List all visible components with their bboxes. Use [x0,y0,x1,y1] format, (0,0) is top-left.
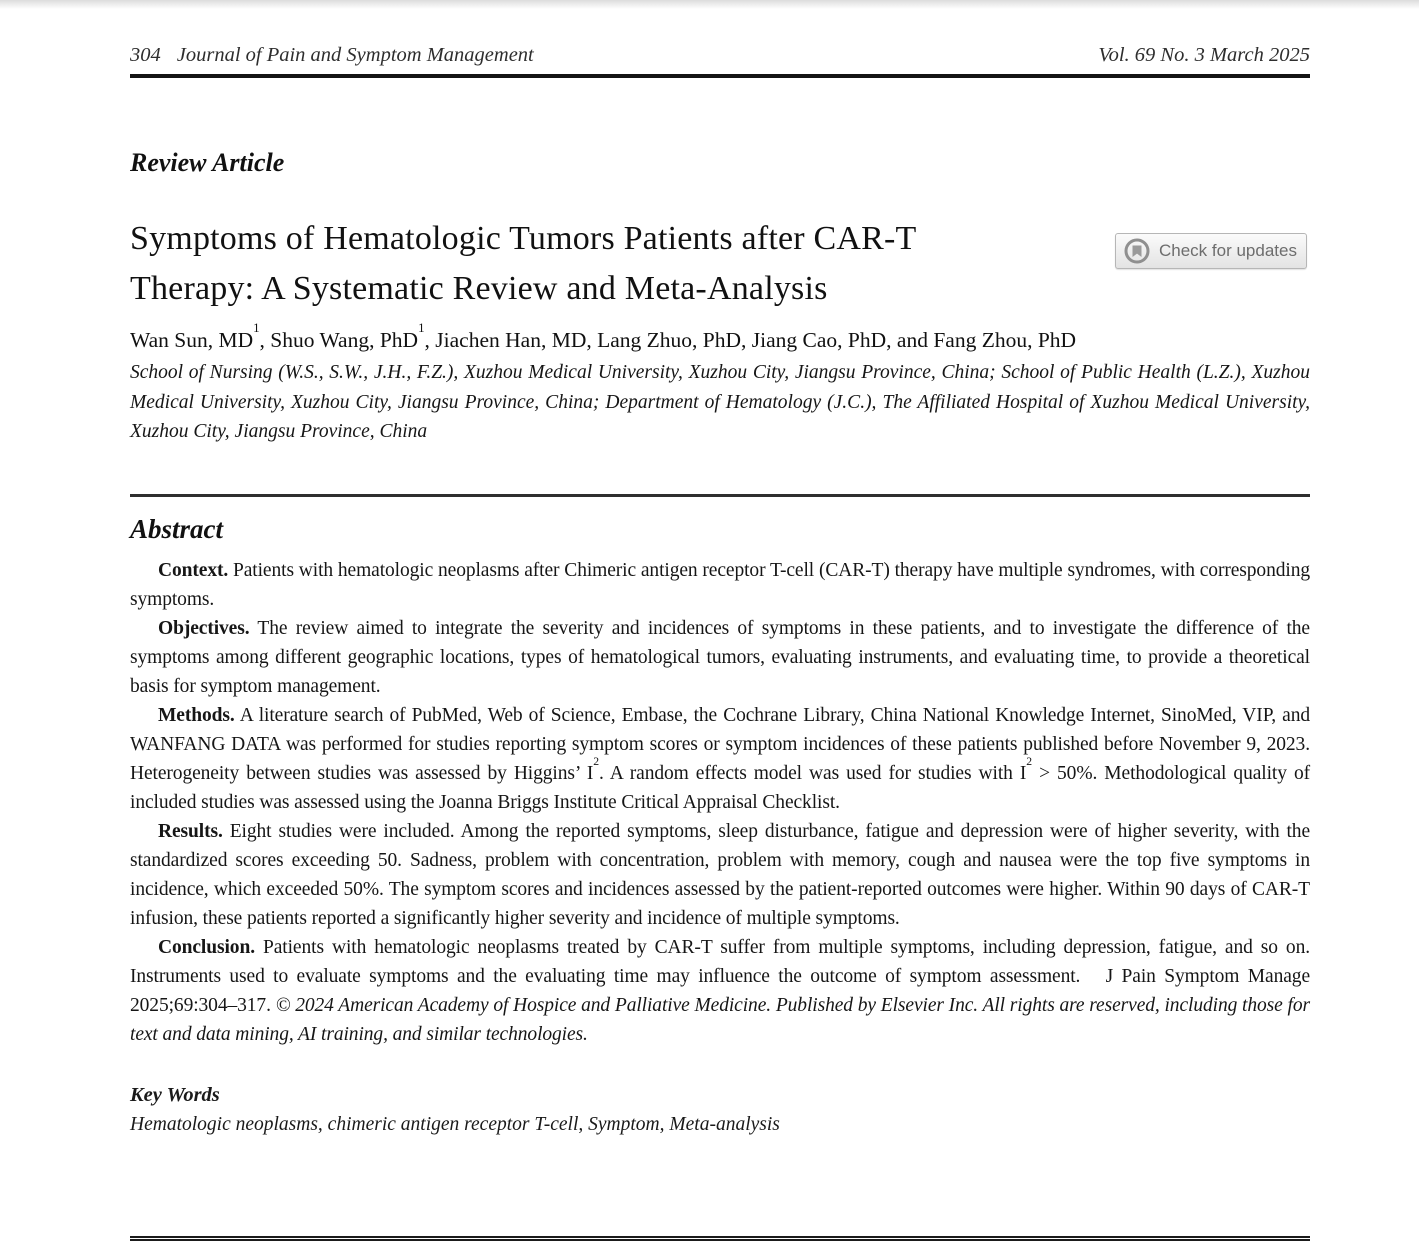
page-edge-shade [0,0,1419,9]
abstract-results-paragraph: Results. Eight studies were included. Among the reported symptoms, sleep disturbance, fatigue and depression were of higher severity, with the standardized scores exceeding 50. Sadness, problem with concentration, problem with memory, cough and nausea were the top five symptoms in incidence, which exceeded 50%. The symptom scores and incidences assessed by the patient-reported outcomes were higher. Within 90 days of CAR-T infusion, these patients reported a significantly higher severity and incidence of multiple symptoms. [130,820,1310,929]
header-rule [130,74,1310,78]
keywords-text: Hematologic neoplasms, chimeric antigen receptor T-cell, Symptom, Meta-analysis [130,1113,780,1135]
keywords-heading: Key Words [130,1083,220,1106]
check-for-updates-label: Check for updates [1159,241,1297,260]
footer-rule [130,1236,1310,1241]
abstract-context-paragraph: Context. Patients with hematologic neoplasms after Chimeric antigen receptor T-cell (CAR-T) therapy have multiple syndromes, with corresponding symptoms. [130,559,1310,610]
crossmark-icon [1124,238,1150,264]
issue-info: Vol. 69 No. 3 March 2025 [1098,44,1310,66]
authors-line: Wan Sun, $MD^1$, Shuo Wang, PhD$^1$, Jiachen Han, MD, Lang Zhuo, PhD, Jiang Cao, PhD, and Fang Zhou, PhD [130,320,1077,352]
abstract-body [130,556,1310,1049]
running-header [130,44,1310,67]
article-type-label: Review Article [130,148,285,177]
abstract-top-rule [130,494,1310,497]
article-title: Symptoms of Hematologic Tumors Patients after CAR-T Therapy: A Systematic Review and Meta-Analysis [130,220,917,307]
journal-name: Journal of Pain and Symptom Management [176,44,534,66]
check-for-updates-button[interactable] [1115,233,1307,269]
abstract-conclusion-paragraph: Conclusion. Patients with hematologic neoplasms treated by CAR-T suffer from multiple symptoms, including depression, fatigue, and so on. Instruments used to evaluate symptoms and the evaluating time may influence the outcome of symptom assessment. J Pain Symptom Manage 2025;69:304–317. © 2024 American Academy of Hospice and Palliative Medicine. Published by Elsevier Inc. All rights are reserved, including those for text and data mining, AI training, and similar technologies. [130,936,1310,1045]
abstract-heading: Abstract [130,513,224,544]
abstract-objectives-paragraph: Objectives. The review aimed to integrate the severity and incidences of symptoms in these patients, and to investigate the difference of the symptoms among different geographic locations, types of hematological tumors, evaluating instruments, and evaluating time, to provide a theoretical basis for symptom management. [130,617,1310,697]
abstract-methods-paragraph: Methods. A literature search of PubMed, Web of Science, Embase, the Cochrane Library, China National Knowledge Internet, SinoMed, VIP, and WANFANG DATA was performed for studies reporting symptom scores or symptom incidences of these patients published before November 9, 2023. Heterogeneity between studies was assessed by Higgins’ $I^2$. A random effects model was used for studies with $I^2 > 50\%$. Methodological quality of included studies was assessed using the Joanna Briggs Institute Critical Appraisal Checklist. [130,704,1310,813]
affiliations: School of Nursing (W.S., S.W., J.H., F.Z.), Xuzhou Medical University, Xuzhou City, Jiangsu Province, China; School of Public Health (L.Z.), Xuzhou Medical University, Xuzhou City, Jiangsu Province, China; Department of Hematology (J.C.), The Affiliated Hospital of Xuzhou Medical University, Xuzhou City, Jiangsu Province, China [130,362,1310,442]
page-number: 304 [130,44,161,66]
